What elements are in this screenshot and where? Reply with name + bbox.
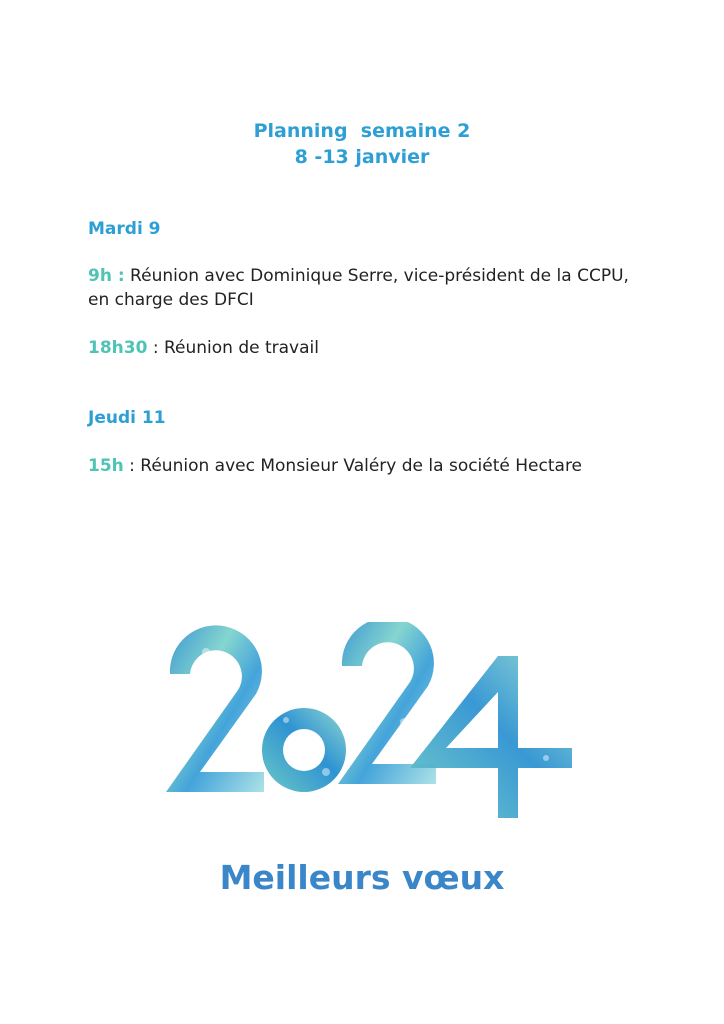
page-subtitle-dates: 8 -13 janvier xyxy=(294,146,430,168)
year-2024-text xyxy=(166,622,572,818)
day-heading-mardi: Mardi 9 xyxy=(88,219,161,239)
schedule-entry xyxy=(88,264,648,312)
schedule-entry xyxy=(88,336,648,360)
entry-time: 18h30 xyxy=(88,338,148,358)
page-title: Planning semaine 2 xyxy=(253,120,471,142)
year-2024-artwork xyxy=(146,622,578,822)
entry-time: 9h : xyxy=(88,266,125,286)
entry-text: : Réunion avec Monsieur Valéry de la société Hectare xyxy=(123,456,583,476)
day-heading-jeudi: Jeudi 11 xyxy=(88,408,166,428)
schedule-entry xyxy=(88,454,648,478)
greeting-wishes: Meilleurs vœux xyxy=(219,858,505,897)
entry-time: 15h xyxy=(88,456,124,476)
entry-text: Réunion avec Dominique Serre, vice-président de la CCPU, en charge des DFCI xyxy=(88,266,629,310)
entry-text: : Réunion de travail xyxy=(147,338,319,358)
